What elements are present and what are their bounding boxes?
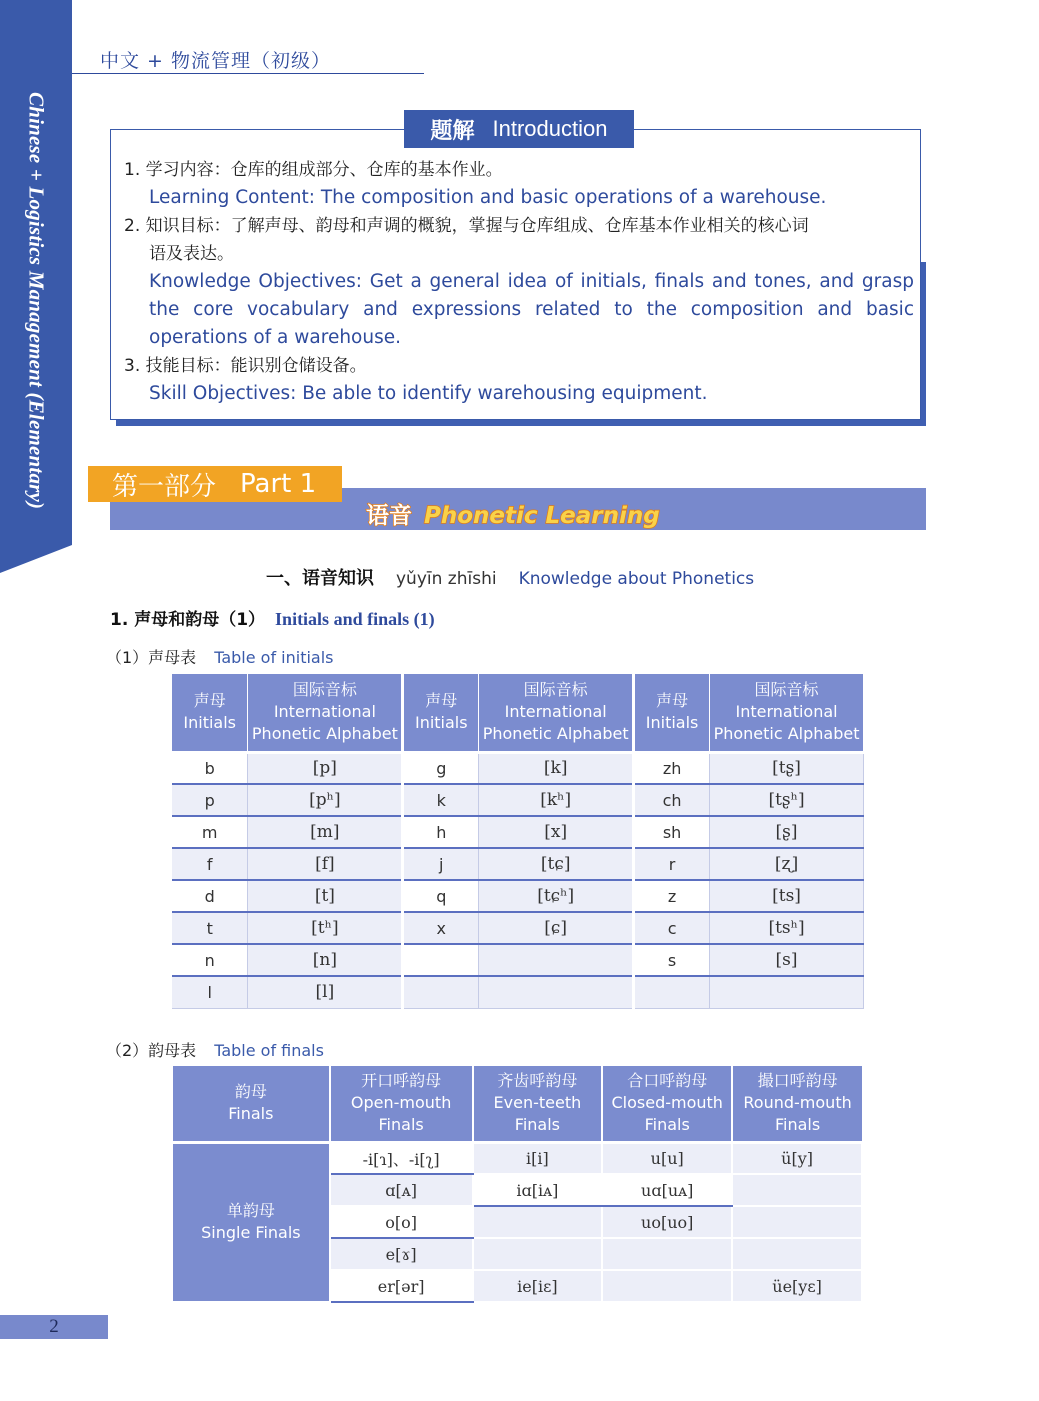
initial-cell: q: [403, 880, 479, 912]
initial-cell: d: [172, 880, 248, 912]
table-row: [172, 944, 864, 976]
ipa-cell: [ts]: [710, 880, 864, 912]
intro-item-2-cn-cont: 语及表达。: [149, 244, 234, 264]
initial-cell: [403, 944, 479, 976]
initial-cell: t: [172, 912, 248, 944]
final-cell: ü[y]: [732, 1142, 862, 1174]
page-number: 2: [0, 1315, 108, 1339]
table-row: [172, 976, 864, 1008]
initials-header-row: [172, 674, 864, 752]
header-rule: [72, 73, 424, 74]
initial-cell: m: [172, 816, 248, 848]
ipa-cell: [tʂ]: [710, 752, 864, 784]
table-row: [172, 816, 864, 848]
header-initials: 声母 Initials: [172, 674, 248, 752]
initial-cell: n: [172, 944, 248, 976]
initials-caption: [106, 645, 334, 668]
table-row: [172, 848, 864, 880]
intro-item-3-en: Skill Objectives: Be able to identify warehousing equipment.: [149, 383, 708, 404]
header-finals: 韵母 Finals: [173, 1066, 330, 1142]
final-cell: i[i]: [473, 1142, 603, 1174]
header-closed-mouth: 合口呼韵母 Closed-mouth Finals: [602, 1066, 732, 1142]
intro-item-2-cn: 2. 知识目标：了解声母、韵母和声调的概貌，掌握与仓库组成、仓库基本作业相关的核心词: [124, 216, 809, 236]
spine-band: [0, 0, 72, 1401]
part-tab-en: Part 1: [240, 469, 317, 499]
final-cell: [602, 1238, 732, 1270]
ipa-cell: [s]: [710, 944, 864, 976]
ipa-cell: [m]: [248, 816, 403, 848]
section-heading: [266, 564, 754, 590]
ipa-cell: [tʰ]: [248, 912, 403, 944]
finals-caption: [106, 1038, 324, 1061]
final-cell: o[o]: [330, 1206, 473, 1238]
single-finals-label: 单韵母 Single Finals: [173, 1142, 330, 1302]
initial-cell: j: [403, 848, 479, 880]
intro-item-3-cn: 3. 技能目标：能识别仓储设备。: [124, 356, 367, 376]
initial-cell: f: [172, 848, 248, 880]
intro-item-1-en: Learning Content: The composition and basic operations of a warehouse.: [149, 187, 827, 208]
section-heading-cn: 一、语音知识: [266, 568, 374, 589]
initial-cell: r: [634, 848, 710, 880]
part-subtitle-cn: 语音: [366, 503, 412, 529]
header-initials: 声母 Initials: [634, 674, 710, 752]
section-heading-pinyin: yǔyīn zhīshi: [396, 569, 497, 589]
initial-cell: [403, 976, 479, 1008]
table-row: [172, 880, 864, 912]
final-cell: ie[iɛ]: [473, 1270, 603, 1302]
intro-tab-cn: 题解: [430, 118, 475, 144]
part-subtitle: [366, 497, 660, 530]
initial-cell: k: [403, 784, 479, 816]
intro-item-2-en: Knowledge Objectives: Get a general idea of initials, finals and tones, and grasp the core vocabulary and expressions related to the composition and basic operations of a warehouse.: [149, 271, 914, 348]
part-subtitle-en: Phonetic Learning: [424, 503, 660, 529]
initial-cell: s: [634, 944, 710, 976]
table-row: [172, 912, 864, 944]
ipa-cell: [kʰ]: [479, 784, 634, 816]
initial-cell: c: [634, 912, 710, 944]
initial-cell: x: [403, 912, 479, 944]
part-tab-cn: 第一部分: [112, 471, 217, 502]
ipa-cell: [tʂʰ]: [710, 784, 864, 816]
ipa-cell: [tɕʰ]: [479, 880, 634, 912]
initial-cell: ch: [634, 784, 710, 816]
ipa-cell: [x]: [479, 816, 634, 848]
intro-content: [124, 156, 914, 408]
header-open-mouth: 开口呼韵母 Open-mouth Finals: [330, 1066, 473, 1142]
finals-table: [173, 1066, 863, 1303]
part-tab: [88, 466, 342, 502]
initial-cell: [634, 976, 710, 1008]
final-cell: iɑ[iᴀ]: [473, 1174, 603, 1206]
ipa-cell: [479, 976, 634, 1008]
header-even-teeth: 齐齿呼韵母 Even-teeth Finals: [473, 1066, 603, 1142]
final-cell: uɑ[uᴀ]: [602, 1174, 732, 1206]
subsection-heading-cn: 1. 声母和韵母（1）: [110, 610, 266, 630]
header-ipa: 国际音标 International Phonetic Alphabet: [710, 674, 864, 752]
table-row: [172, 784, 864, 816]
table-row: [172, 752, 864, 784]
finals-caption-cn: （2）韵母表: [106, 1041, 197, 1060]
final-cell: er[ər]: [330, 1270, 473, 1302]
table-row: [173, 1142, 862, 1174]
final-cell: ɑ[ᴀ]: [330, 1174, 473, 1206]
initial-cell: g: [403, 752, 479, 784]
initial-cell: p: [172, 784, 248, 816]
final-cell: [732, 1238, 862, 1270]
header-round-mouth: 撮口呼韵母 Round-mouth Finals: [732, 1066, 862, 1142]
initials-caption-cn: （1）声母表: [106, 648, 197, 667]
initial-cell: sh: [634, 816, 710, 848]
initial-cell: b: [172, 752, 248, 784]
ipa-cell: [710, 976, 864, 1008]
initial-cell: zh: [634, 752, 710, 784]
ipa-cell: [479, 944, 634, 976]
final-cell: e[ɤ]: [330, 1238, 473, 1270]
ipa-cell: [ʐ]: [710, 848, 864, 880]
final-cell: uo[uo]: [602, 1206, 732, 1238]
ipa-cell: [tsʰ]: [710, 912, 864, 944]
subsection-heading: [110, 605, 435, 630]
intro-tab: [404, 110, 634, 148]
initial-cell: z: [634, 880, 710, 912]
initial-cell: h: [403, 816, 479, 848]
finals-header-row: [173, 1066, 862, 1142]
initials-table: [172, 674, 864, 1009]
ipa-cell: [ʂ]: [710, 816, 864, 848]
initial-cell: l: [172, 976, 248, 1008]
ipa-cell: [pʰ]: [248, 784, 403, 816]
initials-caption-en: Table of initials: [214, 648, 334, 667]
subsection-heading-en: Initials and finals (1): [275, 609, 435, 629]
ipa-cell: [t]: [248, 880, 403, 912]
ipa-cell: [ɕ]: [479, 912, 634, 944]
final-cell: [732, 1206, 862, 1238]
intro-tab-en: Introduction: [492, 116, 608, 141]
running-header: 中文 + 物流管理（初级）: [100, 50, 331, 72]
header-initials: 声母 Initials: [403, 674, 479, 752]
ipa-cell: [f]: [248, 848, 403, 880]
final-cell: [732, 1174, 862, 1206]
header-ipa: 国际音标 International Phonetic Alphabet: [479, 674, 634, 752]
ipa-cell: [p]: [248, 752, 403, 784]
final-cell: [602, 1270, 732, 1302]
header-ipa: 国际音标 International Phonetic Alphabet: [248, 674, 403, 752]
finals-caption-en: Table of finals: [214, 1041, 324, 1060]
intro-item-1-cn: 1. 学习内容：仓库的组成部分、仓库的基本作业。: [124, 160, 503, 180]
ipa-cell: [tɕ]: [479, 848, 634, 880]
final-cell: -i[ɿ]、-i[ʅ]: [330, 1142, 473, 1174]
section-heading-en: Knowledge about Phonetics: [518, 569, 755, 589]
ipa-cell: [n]: [248, 944, 403, 976]
final-cell: u[u]: [602, 1142, 732, 1174]
final-cell: [473, 1238, 603, 1270]
final-cell: üe[yɛ]: [732, 1270, 862, 1302]
spine-title: Chinese + Logistics Management (Elementary): [24, 92, 49, 510]
ipa-cell: [l]: [248, 976, 403, 1008]
final-cell: [473, 1206, 603, 1238]
ipa-cell: [k]: [479, 752, 634, 784]
